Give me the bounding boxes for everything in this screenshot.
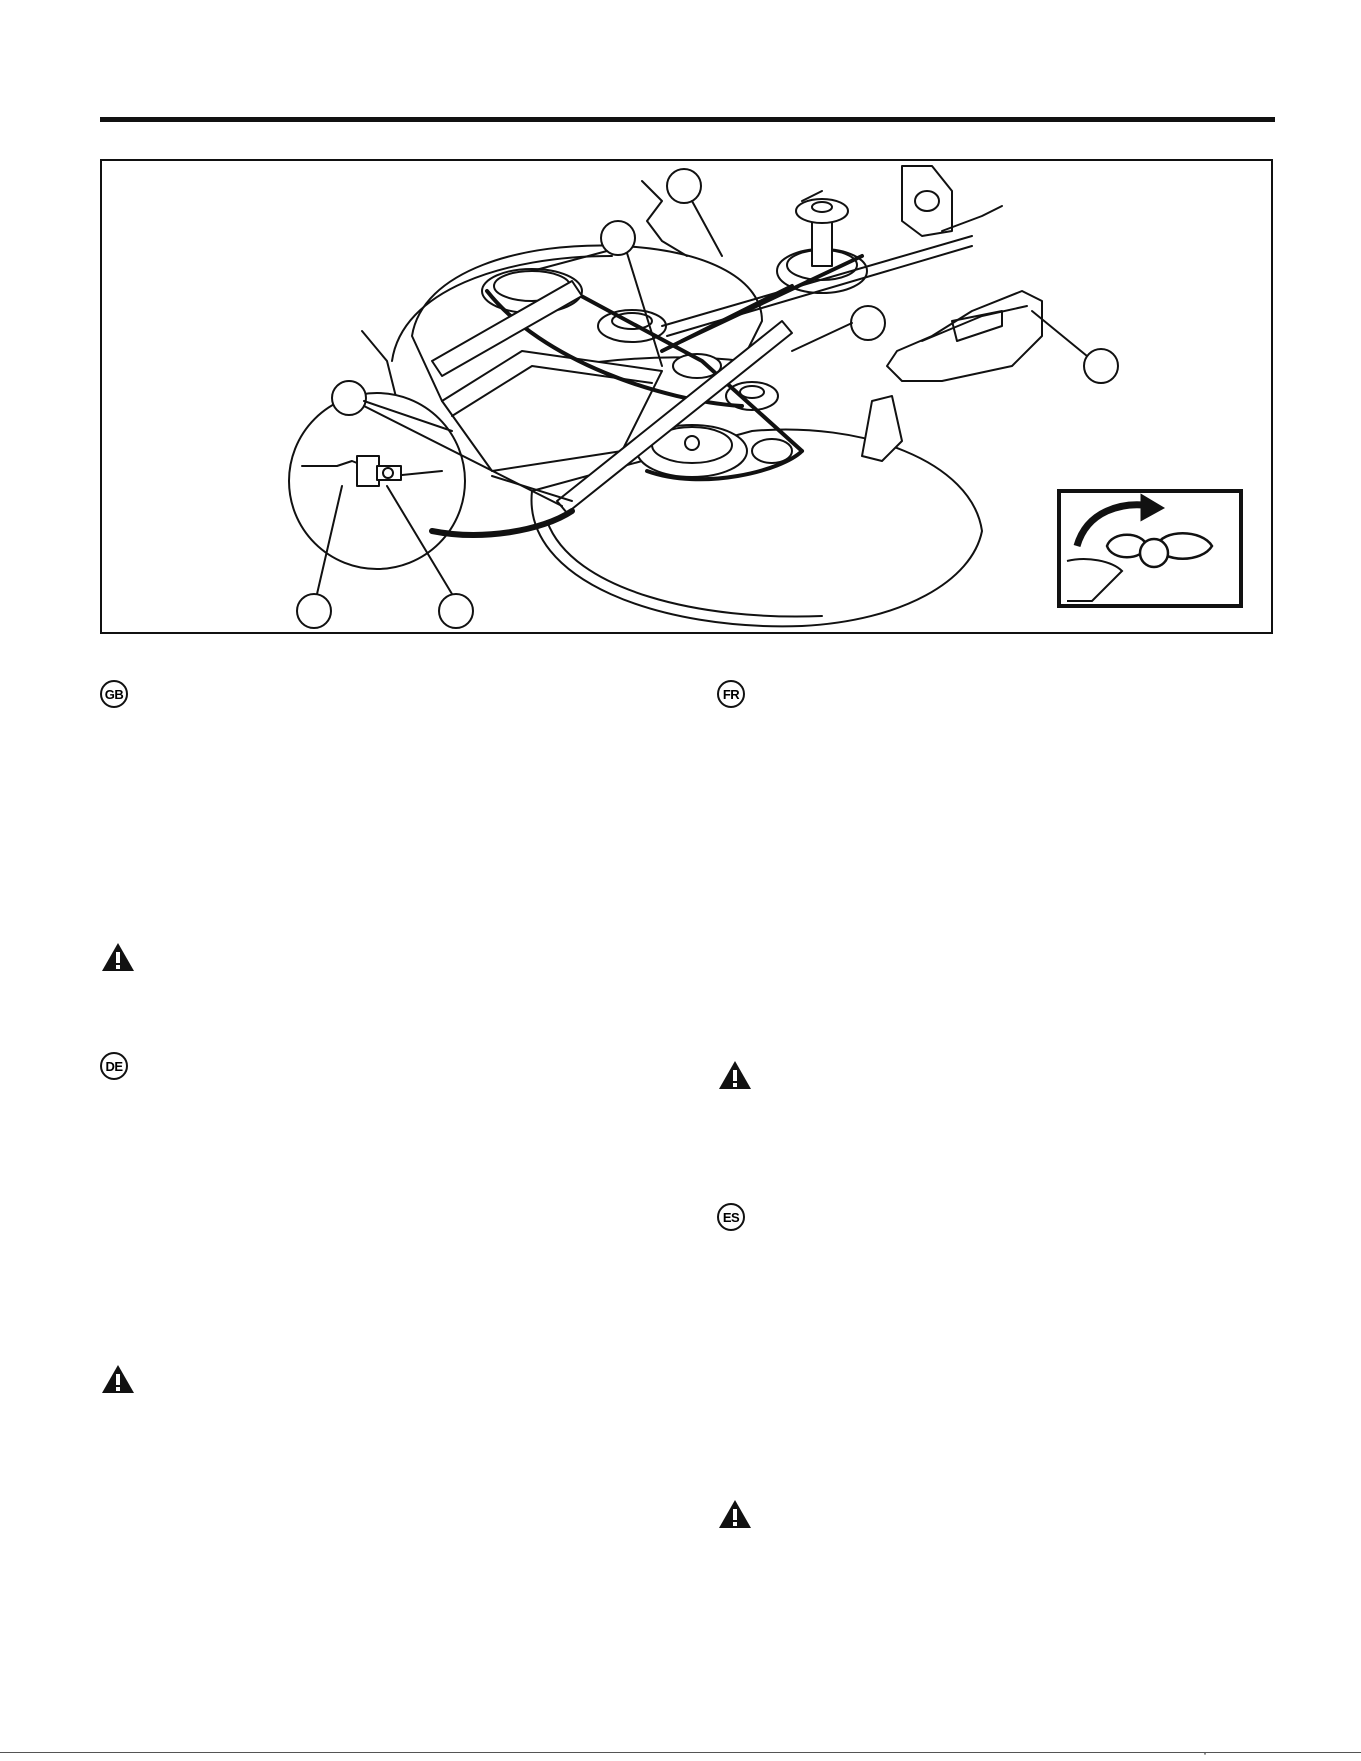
warning-triangle-icon	[718, 1060, 752, 1090]
deck-illustration	[100, 159, 1273, 634]
warning-triangle-icon	[101, 1364, 135, 1394]
footer-rule	[0, 1752, 1361, 1753]
footer-mark: ·	[1203, 1746, 1207, 1760]
hairpin-clip-inset	[1059, 491, 1241, 606]
lang-badge-gb: GB	[100, 680, 128, 708]
lang-badge-fr: FR	[717, 680, 745, 708]
mower-deck-drawing	[102, 161, 1273, 634]
warning-triangle-icon	[101, 942, 135, 972]
lang-badge-de: DE	[100, 1052, 128, 1080]
warning-triangle-icon	[718, 1499, 752, 1529]
lang-badge-es: ES	[717, 1203, 745, 1231]
header-rule	[100, 117, 1275, 122]
